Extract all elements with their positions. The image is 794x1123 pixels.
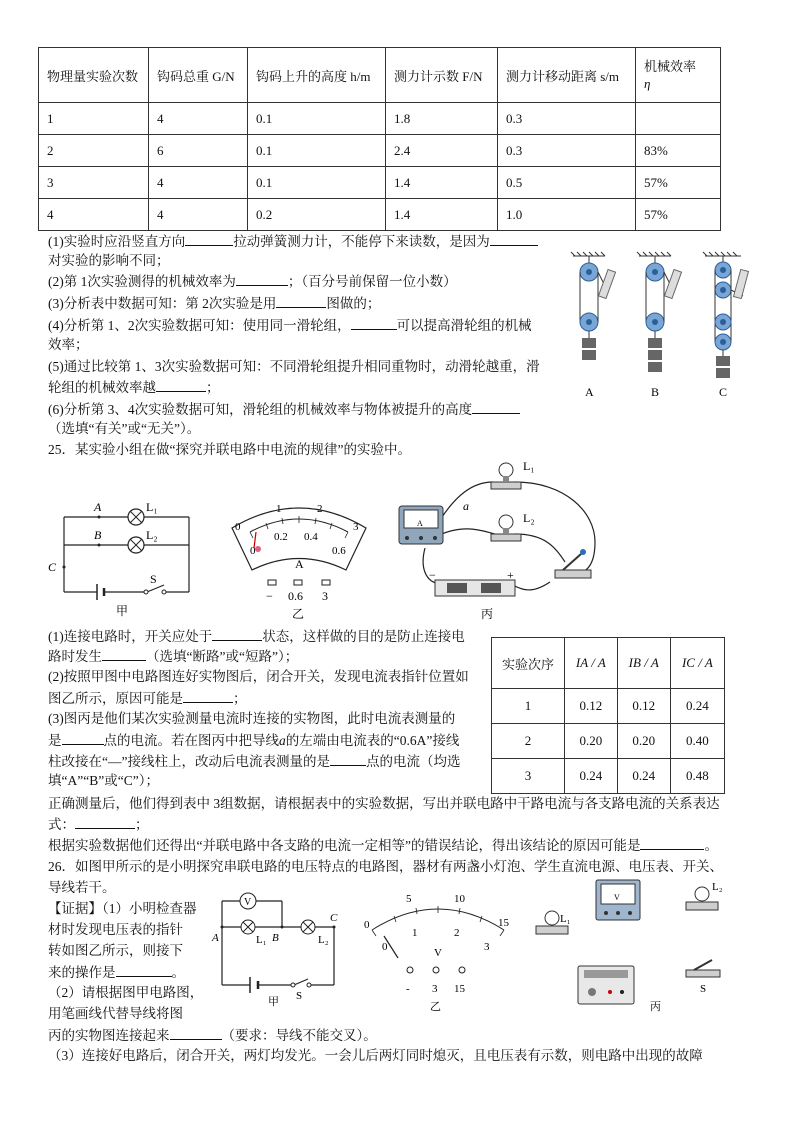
lamp-label-l2: L₂ [146,528,158,542]
switch-label: S [296,990,303,1002]
pulley-b [646,256,682,372]
switch-photo [686,960,720,977]
table-cell: 1.0 [498,199,636,231]
figure-label-jia: 甲 [116,604,129,618]
lamp-label-l2: L₂ [318,934,329,946]
voltmeter-top-tick: 15 [498,917,509,929]
series-circuit-diagram [212,887,352,1007]
q24-line-1: (1)实验时应沿竖直方向 拉动弹簧测力计，不能停下来读数，是因为 [48,231,538,252]
svg-text:A: A [417,519,423,528]
figure-label-bing: 丙 [650,1001,661,1013]
answer-blank[interactable] [330,751,366,766]
table-cell: 1.4 [386,199,498,231]
q26-line-8: （3）连接好电路后，闭合开关，两灯均发光。一会儿后两灯同时熄灭，且电压表有示数，则电路中出现的故障 [48,1048,703,1063]
q24-line-3: (2)第 1次实验测得的机械效率为 ；（百分号前保留一位小数） [48,271,457,292]
photo-label-s: S [700,983,707,995]
ammeter-top-tick: 1 [276,503,282,515]
table-cell: 4 [39,199,149,231]
q25-line-7: 柱改接在“—”接线柱上，改动后电流表测量的是 点的电流（均选 [48,751,460,772]
pulley-label-b: B [651,385,660,399]
point-label-b: B [272,932,279,944]
q25-line-5: (3)图丙是他们某次实验测量电流时连接的实物图，此时电流表测量的 [48,711,456,726]
table-cell: 1.4 [386,167,498,199]
table-cell: 0.2 [248,199,386,231]
ammeter-photo [399,506,443,544]
ammeter-bottom-tick: 0.4 [304,531,318,543]
ammeter-terminal-06: 0.6 [288,589,303,603]
header-cell: 实验次序 [492,638,565,689]
q25-line-1: (1)连接电路时，开关应处于 状态，这样做的目的是防止连接电 [48,626,465,647]
voltmeter-terminal-15: 15 [454,983,465,995]
table-cell: 57% [636,199,721,231]
answer-blank[interactable] [116,962,172,977]
table-cell: 0.12 [565,689,618,724]
q25-line-2: 路时发生 （选填“断路”或“短路”）； [48,646,298,667]
point-label-c: C [330,912,338,924]
table-row [492,759,725,794]
header-cell: 测力计移动距离 s/m [498,48,636,103]
table-cell: 3 [39,167,149,199]
lamp-label-l1: L₁ [146,500,158,514]
header-cell: 物理量实验次数 [39,48,149,103]
table-cell: 1 [492,689,565,724]
voltmeter-dial [358,888,518,1013]
figure-label-yi: 乙 [292,607,305,621]
q26-line-3: 转如图乙所示，则接下 [48,943,183,958]
q25-line-9: 正确测量后，他们得到表中 3组数据，请根据表中的实验数据，写出并联电路中干路电流与各支路电流的关系表达 [48,796,720,811]
q24-line-2: 对实验的影响不同； [48,253,170,268]
answer-blank[interactable] [276,293,326,308]
q25-title: 25．某实验小组在做“探究并联电路中电流的规律”的实验中。 [48,442,411,457]
table-cell: 0.48 [670,759,724,794]
q25-line-4: 图乙所示，原因可能是 ； [48,688,247,709]
figure-label-jia: 甲 [268,996,279,1008]
q24-line-9: (6)分析第 3、4次实验数据可知，滑轮组的机械效率与物体被提升的高度 [48,399,520,420]
answer-blank[interactable] [640,835,704,850]
table-cell: 0.5 [498,167,636,199]
battery-plus-label: + [507,568,514,582]
answer-blank[interactable] [170,1025,222,1040]
switch-label: S [150,572,157,586]
pulley-c [715,256,748,378]
wire-a-symbol: a [279,733,286,748]
wire-label-a: a [463,499,469,513]
svg-text:V: V [614,893,620,902]
ammeter-terminal-3: 3 [322,589,328,603]
point-label-c: C [48,560,57,574]
ammeter-bottom-tick: 0 [250,545,256,557]
table-cell: 4 [149,167,248,199]
pulley-a [580,256,616,360]
table-cell: 0.20 [617,724,670,759]
table-cell: 0.24 [565,759,618,794]
bulb-l1-photo [491,463,521,489]
voltmeter-bottom-tick: 1 [412,927,418,939]
table-cell: 2 [492,724,565,759]
q26-line-6: 用笔画线代替导线将图 [48,1006,183,1021]
voltmeter-top-tick: 10 [454,893,465,905]
header-efficiency-symbol: η [644,76,651,91]
header-efficiency-label: 机械效率 [644,59,697,74]
switch-photo [555,549,591,578]
point-label-b: B [94,528,102,542]
q24-line-10: （选填“有关”或“无关”）。 [48,421,201,436]
ammeter-terminal-minus: − [266,589,273,603]
voltmeter-bottom-tick: 3 [484,941,490,953]
table-row [492,724,725,759]
voltmeter-top-tick: 5 [406,893,412,905]
figure-label-bing: 丙 [481,607,494,621]
q26-line-1: 【证据】（1）小明检查器 [48,901,197,916]
table-cell: 6 [149,135,248,167]
ammeter-top-tick: 3 [353,521,359,533]
q24-line-8: 轮组的机械效率越 ； [48,377,220,398]
answer-blank[interactable] [102,646,146,661]
lamp-l2-symbol [128,537,144,553]
q26-title-2: 导线若干。 [48,880,116,895]
table-cell: 1.8 [386,103,498,135]
photo-label-l2: L₂ [712,881,723,893]
answer-blank[interactable] [212,626,262,641]
pulley-figures [565,250,765,400]
q26-line-2: 材时发现电压表的指针 [48,922,183,937]
q25-line-10: 式： ； [48,814,149,835]
pulley-label-a: A [585,385,594,399]
battery-minus-label: − [429,568,436,582]
q26-line-4: 来的操作是 。 [48,962,185,983]
answer-blank[interactable] [75,814,135,829]
q26-title-1: 26．如图甲所示的是小明探究串联电路的电压特点的电路图，器材有两盏小灯泡、学生直流电源、电压表、开关、 [48,859,723,874]
answer-blank[interactable] [185,231,233,246]
table-cell: 0.12 [617,689,670,724]
q24-line-4: (3)分析表中数据可知：第 2次实验是用 图做的； [48,293,380,314]
table-cell: 57% [636,167,721,199]
answer-blank[interactable] [236,271,288,286]
header-cell: IA / A [565,638,618,689]
table-cell: 0.40 [670,724,724,759]
q25-line-6: 是 点的电流。若在图丙中把导线a的左端由电流表的“0.6A”接线 [48,730,459,751]
table-row [39,135,721,167]
answer-blank[interactable] [62,730,104,745]
parallel-circuit-diagram [44,495,204,620]
voltmeter-top-tick: 0 [364,919,370,931]
photo-label-l2: L₂ [523,511,535,525]
ammeter-bottom-tick: 0.6 [332,545,346,557]
answer-blank[interactable] [490,231,538,246]
table-cell: 0.1 [248,167,386,199]
answer-blank[interactable] [472,399,520,414]
table-cell: 3 [492,759,565,794]
header-cell: 钩码上升的高度 h/m [248,48,386,103]
figure-label-yi: 乙 [430,1001,441,1013]
q25-line-11: 根据实验数据他们还得出“并联电路中各支路的电流一定相等”的错误结论，得出该结论的原因可能是 。 [48,835,718,856]
answer-blank[interactable] [183,688,233,703]
table-row [39,167,721,199]
bulb-l2-photo [491,515,521,541]
q25-line-3: (2)按照甲图中电路图连好实物图后，闭合开关，发现电流表指针位置如 [48,669,469,684]
voltmeter-unit: V [434,947,442,959]
pulley-label-c: C [719,385,728,399]
ammeter-top-tick: 2 [317,503,323,515]
q26-line-7: 丙的实物图连接起来 （要求：导线不能交叉）。 [48,1025,377,1046]
answer-blank[interactable] [351,315,397,330]
table-row [492,689,725,724]
table-cell: 0.24 [670,689,724,724]
equipment-photo [530,876,735,1016]
photo-label-l1: L₁ [560,913,571,925]
lamp-label-l1: L₁ [256,934,267,946]
voltmeter-label: V [244,897,252,908]
q24-line-7: (5)通过比较第 1、3次实验数据可知：不同滑轮组提升相同重物时，动滑轮越重，滑 [48,359,540,374]
table-header-row [39,48,721,103]
header-cell: 测力计示数 F/N [386,48,498,103]
pulley-data-table [38,47,721,231]
lamp-l1-symbol [241,920,255,934]
ammeter-top-tick: 0 [235,521,241,533]
table-cell: 2.4 [386,135,498,167]
table-cell: 0.20 [565,724,618,759]
table-cell: 0.3 [498,103,636,135]
voltmeter-photo [596,880,640,920]
table-row [39,103,721,135]
voltmeter-terminal-minus: - [406,983,410,995]
table-cell: 0.1 [248,135,386,167]
table-cell: 0.3 [498,135,636,167]
header-cell [636,48,721,103]
q26-line-5: （2）请根据图甲电路图， [48,985,204,1000]
table-cell: 4 [149,199,248,231]
current-data-table [491,637,725,794]
lamp-l1-symbol [128,509,144,525]
header-cell: 钩码总重 G/N [149,48,248,103]
table-cell: 4 [149,103,248,135]
battery-box-photo [435,580,515,596]
q24-line-5: (4)分析第 1、2次实验数据可知：使用同一滑轮组， 可以提高滑轮组的机械 [48,315,532,336]
ammeter-bottom-tick: 0.2 [274,531,288,543]
header-cell: IC / A [670,638,724,689]
point-label-a: A [212,932,219,944]
ammeter-unit: A [295,557,304,571]
table-cell: 1 [39,103,149,135]
table-cell: 83% [636,135,721,167]
photo-label-l1: L₁ [523,459,535,473]
table-row [39,199,721,231]
table-header-row [492,638,725,689]
answer-blank[interactable] [156,377,206,392]
header-cell: IB / A [617,638,670,689]
voltmeter-terminal-3: 3 [432,983,438,995]
ammeter-dial [224,492,374,622]
table-cell: 0.1 [248,103,386,135]
q24-line-6: 效率； [48,337,89,352]
voltmeter-bottom-tick: 0 [382,941,388,953]
power-supply-photo [578,966,634,1004]
lamp-l2-symbol [301,920,315,934]
table-cell[interactable] [636,103,721,135]
q25-line-8: 填“A”“B”或“C”）； [48,773,159,788]
table-cell: 2 [39,135,149,167]
voltmeter-bottom-tick: 2 [454,927,460,939]
table-cell: 0.24 [617,759,670,794]
parallel-circuit-photo [395,452,610,622]
point-label-a: A [94,500,102,514]
